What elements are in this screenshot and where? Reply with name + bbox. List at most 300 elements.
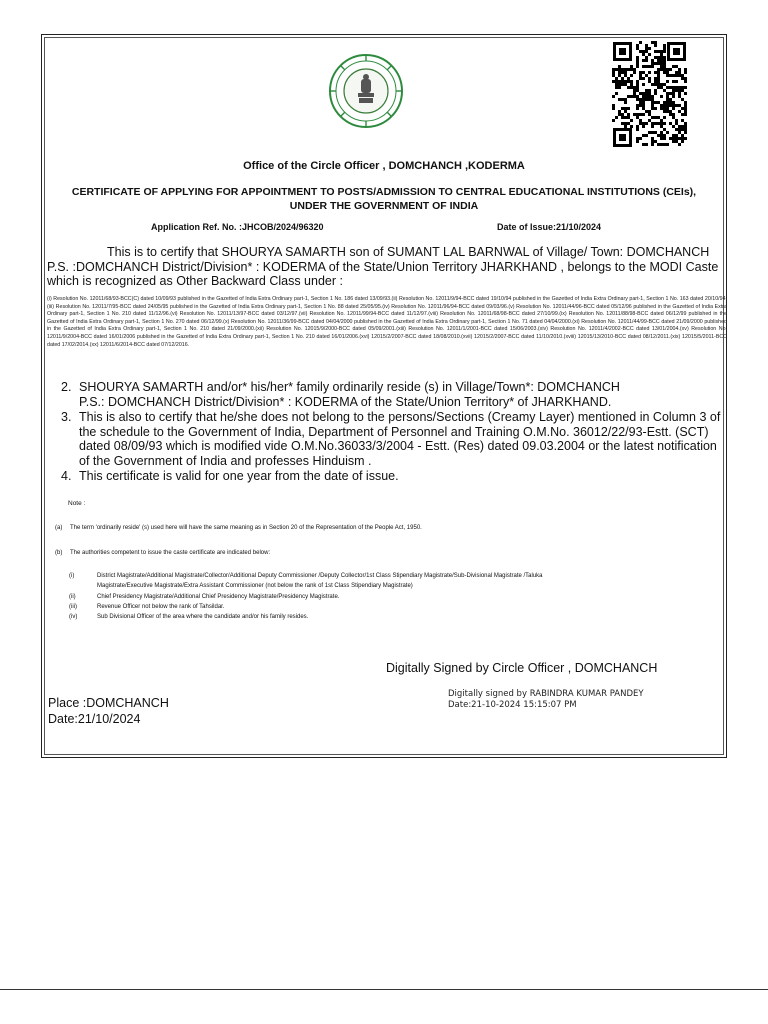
qr-module [657, 77, 660, 80]
qr-module [684, 86, 687, 89]
qr-module [678, 128, 681, 131]
qr-module [666, 71, 669, 74]
qr-module [681, 86, 684, 89]
qr-module [684, 104, 687, 107]
qr-module [678, 68, 681, 71]
qr-module [666, 110, 669, 113]
qr-module [654, 62, 657, 65]
qr-module [630, 74, 633, 77]
qr-module [630, 68, 633, 71]
qr-module [645, 74, 648, 77]
qr-module [681, 98, 684, 101]
qr-module [627, 86, 630, 89]
qr-module [663, 104, 666, 107]
qr-module [684, 77, 687, 80]
qr-module [639, 50, 642, 53]
qr-module [621, 122, 624, 125]
qr-module [642, 101, 645, 104]
qr-module [636, 44, 639, 47]
qr-module [636, 104, 639, 107]
qr-module [630, 83, 633, 86]
qr-module [657, 74, 660, 77]
qr-module [648, 65, 651, 68]
qr-module [624, 80, 627, 83]
qr-module [678, 104, 681, 107]
qr-module [639, 101, 642, 104]
qr-module [648, 47, 651, 50]
qr-module [654, 83, 657, 86]
qr-module [624, 71, 627, 74]
qr-module [657, 80, 660, 83]
qr-module [669, 98, 672, 101]
qr-module [651, 107, 654, 110]
clause-item [47, 380, 727, 409]
qr-module [660, 107, 663, 110]
note-b-label: (b) [55, 550, 63, 556]
qr-module [657, 50, 660, 53]
qr-module [654, 80, 657, 83]
qr-module [660, 50, 663, 53]
qr-module [660, 119, 663, 122]
qr-module [672, 80, 675, 83]
qr-module [636, 86, 639, 89]
qr-module [669, 74, 672, 77]
qr-module [627, 107, 630, 110]
qr-module [615, 116, 618, 119]
qr-module [627, 68, 630, 71]
qr-module [675, 89, 678, 92]
qr-module [636, 137, 639, 140]
qr-module [675, 104, 678, 107]
note-label: Note : [68, 500, 86, 507]
qr-module [672, 101, 675, 104]
qr-module [612, 80, 615, 83]
qr-module [663, 59, 666, 62]
qr-module [654, 101, 657, 104]
qr-module [624, 74, 627, 77]
qr-module [669, 104, 672, 107]
qr-module [627, 122, 630, 125]
qr-module [681, 140, 684, 143]
authority-text: Sub Divisional Officer of the area where the candidate and/or his family resides. [97, 614, 309, 620]
authority-number: (i) [69, 573, 75, 579]
qr-module [666, 131, 669, 134]
qr-module [654, 41, 657, 44]
qr-module [660, 59, 663, 62]
qr-module [642, 92, 645, 95]
qr-module [672, 116, 675, 119]
qr-module [636, 62, 639, 65]
qr-module [675, 80, 678, 83]
certificate-title-line1: CERTIFICATE OF APPLYING FOR APPOINTMENT TO POSTS/ADMISSION TO CENTRAL EDUCATIONAL INSTITUTIONS (CEIs), [71, 186, 697, 198]
qr-module [654, 116, 657, 119]
qr-module [657, 134, 660, 137]
qr-module [642, 65, 645, 68]
qr-module [654, 122, 657, 125]
qr-module [672, 92, 675, 95]
qr-module [666, 101, 669, 104]
qr-module [660, 62, 663, 65]
qr-module [651, 59, 654, 62]
qr-module [615, 86, 618, 89]
qr-module [645, 95, 648, 98]
qr-module [681, 74, 684, 77]
qr-module [651, 143, 654, 146]
qr-module [624, 122, 627, 125]
qr-module [624, 98, 627, 101]
authority-text: Magistrate/Executive Magistrate/Extra Assistant Commissioner (not below the rank of 1st Class Stipendiary Magistrate) [97, 583, 413, 589]
qr-module [678, 89, 681, 92]
qr-module [618, 113, 621, 116]
note-b [55, 550, 271, 556]
qr-module [681, 77, 684, 80]
jharkhand-government-emblem [328, 53, 404, 129]
qr-module [684, 107, 687, 110]
qr-module [618, 80, 621, 83]
qr-module [621, 77, 624, 80]
qr-module [660, 134, 663, 137]
qr-module [633, 92, 636, 95]
qr-module [642, 71, 645, 74]
digital-signature-name: Digitally signed by RABINDRA KUMAR PANDEY [448, 689, 644, 699]
qr-module [645, 143, 648, 146]
qr-module [654, 131, 657, 134]
clause-item [47, 469, 727, 484]
qr-module [666, 92, 669, 95]
qr-module [660, 131, 663, 134]
qr-module [660, 83, 663, 86]
qr-module [621, 68, 624, 71]
authority-text: Revenue Officer not below the rank of Tahsildar. [97, 604, 225, 610]
qr-module [618, 98, 621, 101]
application-ref: Application Ref. No. :JHCOB/2024/96320 [151, 222, 324, 232]
qr-module [612, 74, 615, 77]
qr-module [681, 128, 684, 131]
qr-module [651, 125, 654, 128]
qr-module [657, 56, 660, 59]
qr-module [636, 47, 639, 50]
qr-module [624, 107, 627, 110]
qr-module [666, 80, 669, 83]
qr-module [627, 113, 630, 116]
clause-item [47, 410, 727, 468]
qr-module [678, 71, 681, 74]
qr-module [642, 77, 645, 80]
date: Date:21/10/2024 [48, 712, 141, 726]
qr-module [642, 107, 645, 110]
qr-module [618, 110, 621, 113]
qr-module [615, 77, 618, 80]
qr-module [633, 89, 636, 92]
qr-module [651, 95, 654, 98]
qr-module [666, 143, 669, 146]
qr-module [663, 47, 666, 50]
qr-module [678, 92, 681, 95]
qr-module [684, 131, 687, 134]
qr-module [663, 134, 666, 137]
qr-module [684, 122, 687, 125]
qr-module [663, 101, 666, 104]
qr-module [630, 119, 633, 122]
qr-module [639, 74, 642, 77]
qr-module [648, 77, 651, 80]
qr-module [618, 74, 621, 77]
qr-module [678, 125, 681, 128]
qr-module [612, 95, 615, 98]
qr-module [636, 116, 639, 119]
qr-module [627, 77, 630, 80]
qr-module [639, 119, 642, 122]
qr-module [672, 134, 675, 137]
qr-module [639, 98, 642, 101]
qr-module [621, 116, 624, 119]
qr-module [660, 53, 663, 56]
qr-module [648, 92, 651, 95]
qr-module [618, 71, 621, 74]
qr-module [618, 86, 621, 89]
qr-module [663, 128, 666, 131]
qr-module [663, 65, 666, 68]
qr-module [675, 74, 678, 77]
qr-module [657, 62, 660, 65]
qr-module [648, 119, 651, 122]
qr-module [639, 41, 642, 44]
qr-module [654, 92, 657, 95]
qr-module [654, 50, 657, 53]
qr-module [654, 77, 657, 80]
qr-module [645, 122, 648, 125]
qr-module [660, 68, 663, 71]
qr-module [684, 128, 687, 131]
qr-module [663, 89, 666, 92]
qr-module [672, 74, 675, 77]
qr-module [663, 44, 666, 47]
qr-module [684, 71, 687, 74]
qr-module [666, 95, 669, 98]
qr-module [621, 98, 624, 101]
qr-module [684, 137, 687, 140]
qr-module [672, 125, 675, 128]
qr-module [648, 95, 651, 98]
qr-module [624, 125, 627, 128]
qr-module [684, 125, 687, 128]
qr-module [636, 128, 639, 131]
qr-module [669, 137, 672, 140]
qr-module [636, 107, 639, 110]
qr-module [678, 86, 681, 89]
qr-module [639, 104, 642, 107]
qr-module [636, 83, 639, 86]
certification-paragraph: This is to certify that SHOURYA SAMARTH son of SUMANT LAL BARNWAL of Village/ Town: DOMCHANCH P.S. :DOMCHANCH District/Division* : KODERMA of the State/Union Territory JHARKHAND , belongs to the MODI Caste which is recognized as Other Backward Class under : [47, 245, 719, 288]
place-and-date [48, 695, 169, 727]
resolutions-list: (i) Resolution No. 12011/68/93-BCC(C) dated 10/09/93 published in the Gazetted of India Extra Ordinary part-1, Section 1 No. 186 dated 13/09/93.(ii) Resolution No. 12011/9/94-BCC dated 19/10/94 published in the Gazetted of India Extra Ordinary part-1, Section 1 No. 163 dated 20/10/94.(iii) Resolution No. 12011/7/95-BCC dated 24/05/95 published in the Gazetted of India Extra Ordinary part-1, Section 1 No. 88 dated 25/05/95.(iv) Resolution No. 12011/96/94-BCC dated 09/03/96.(v) Resolution No. 12011/44/96-BCC dated 05/12/96 published in the Gazetted of India Extra Ordinary part-1, Section 1 No. 210 dated 11/12/96.(vi) Resolution No. 12011/13/97-BCC dated 03/12/97.(vii) Resolution No. 12011/99/94-BCC dated 11/12/97.(viii) Resolution No. 12011/68/98-BCC dated 27/10/99.(ix) Resolution No. 12011/88/98-BCC dated 06/12/99 published in the Gazetted of India Extra Ordinary part-1, Section 1 No. 270 dated 06/12/99.(x) Resolution No. 12011/36/99-BCC dated 04/04/2000 published in the Gazetted of India Extra Ordinary part-1, Section 1 No. 71 dated 04/04/2000.(xi) Resolution No. 12011/44/99-BCC dated 21/09/2000 published in the Gazetted of India Extra Ordinary part-1, Section 1 No. 210 dated 21/09/2000.(xii) Resolution No. 12015/9/2000-BCC dated 05/09/2001.(xiii) Resolution No. 12011/1/2001-BCC dated 15/06/2003.(xiv) Resolution No. 12011/4/2002-BCC dated 13/01/2004.(xv) Resolution No. 12011/9/2004-BCC dated 16/01/2006 published in the Gazetted of India Extra Ordinary part-1, Section 1 No. 210 dated 16/01/2006.(xvi) 12015/2/2007-BCC dated 18/08/2010.(xvii) 12015/2/2007-BCC dated 11/10/2010.(xviii) 12015/13/2010-BCC dated 08/12/2011.(xix) 12015/5/2011-BCC dated 17/02/2014.(xx) 12011/6/2014-BCC dated 07/12/2016. [47, 296, 727, 348]
digital-signature-date: Date:21-10-2024 15:15:07 PM [448, 700, 577, 710]
qr-module [651, 104, 654, 107]
office-heading: Office of the Circle Officer , DOMCHANCH ,KODERMA [243, 160, 525, 172]
qr-module [636, 113, 639, 116]
qr-module [669, 68, 672, 71]
qr-module [645, 92, 648, 95]
qr-module [672, 107, 675, 110]
qr-module [657, 71, 660, 74]
qr-module [681, 137, 684, 140]
certificate-title-line2: UNDER THE GOVERNMENT OF INDIA [289, 200, 479, 212]
qr-module [660, 143, 663, 146]
clause-number: 2. [61, 380, 72, 394]
qr-module [642, 143, 645, 146]
qr-module [678, 74, 681, 77]
clause-number: 3. [61, 410, 72, 424]
qr-module [642, 59, 645, 62]
qr-code [612, 41, 687, 148]
qr-module [666, 74, 669, 77]
qr-module [681, 119, 684, 122]
qr-module [648, 98, 651, 101]
qr-module [672, 89, 675, 92]
qr-module [678, 95, 681, 98]
page-bottom-divider [0, 989, 768, 990]
qr-module [633, 113, 636, 116]
qr-module [633, 95, 636, 98]
qr-module [642, 95, 645, 98]
qr-module [657, 122, 660, 125]
qr-module [660, 137, 663, 140]
qr-module [630, 95, 633, 98]
qr-module [648, 80, 651, 83]
qr-module [657, 101, 660, 104]
certificate-title [60, 185, 708, 213]
qr-module [636, 59, 639, 62]
qr-module [645, 56, 648, 59]
qr-module [645, 65, 648, 68]
qr-module [684, 101, 687, 104]
qr-module [669, 122, 672, 125]
qr-module [675, 137, 678, 140]
qr-module [654, 140, 657, 143]
qr-module [672, 137, 675, 140]
qr-module [651, 98, 654, 101]
clause-text: This is also to certify that he/she does not belong to the persons/Sections (Creamy Layer) mentioned in Column 3 of the schedule to the Government of India, Department of Personnel and Training O.M.No. 36012/22/93-Estt. (SCT) dated 08/09/93 which is modified vide O.M.No.36033/3/2004 - Estt. (Res) dated 09.03.2004 or the latest notification of the Government of India and professes Hinduism . [79, 410, 721, 468]
qr-module [651, 140, 654, 143]
qr-module [675, 119, 678, 122]
qr-module [633, 86, 636, 89]
qr-module [675, 122, 678, 125]
qr-module [645, 59, 648, 62]
qr-module [639, 71, 642, 74]
authority-text: Chief Presidency Magistrate/Additional Chief Presidency Magistrate/Presidency Magistrate. [97, 594, 340, 600]
qr-module [651, 41, 654, 44]
qr-module [672, 113, 675, 116]
qr-module [663, 62, 666, 65]
qr-module [669, 101, 672, 104]
qr-module [618, 83, 621, 86]
qr-module [675, 134, 678, 137]
qr-module [651, 62, 654, 65]
qr-module [657, 86, 660, 89]
qr-module [651, 131, 654, 134]
qr-module [675, 71, 678, 74]
qr-module [660, 95, 663, 98]
qr-module [684, 68, 687, 71]
qr-module [657, 68, 660, 71]
qr-module [651, 137, 654, 140]
qr-module [663, 83, 666, 86]
qr-module [612, 68, 615, 71]
qr-module [666, 68, 669, 71]
qr-module [621, 80, 624, 83]
qr-module [636, 65, 639, 68]
qr-module [663, 107, 666, 110]
qr-module [627, 116, 630, 119]
qr-module [654, 44, 657, 47]
qr-module [630, 125, 633, 128]
qr-module [657, 83, 660, 86]
qr-module [633, 68, 636, 71]
qr-module [651, 83, 654, 86]
qr-module [648, 89, 651, 92]
qr-module [663, 50, 666, 53]
qr-module [651, 116, 654, 119]
qr-module [636, 98, 639, 101]
qr-module [681, 113, 684, 116]
qr-module [642, 53, 645, 56]
qr-module [675, 86, 678, 89]
qr-module [621, 107, 624, 110]
qr-module [678, 131, 681, 134]
qr-module [651, 101, 654, 104]
qr-module [627, 80, 630, 83]
qr-module [654, 71, 657, 74]
qr-module [666, 104, 669, 107]
note-a-text: The term 'ordinarily reside' (s) used here will have the same meaning as in Section 20 of the Representation of the People Act, 1950. [70, 525, 422, 531]
qr-module [675, 65, 678, 68]
qr-module [639, 92, 642, 95]
qr-module [684, 80, 687, 83]
digital-signature-stamp [448, 689, 644, 711]
qr-module [636, 140, 639, 143]
qr-module [657, 59, 660, 62]
authority-number: (iv) [69, 614, 78, 620]
qr-module [645, 50, 648, 53]
qr-module [615, 83, 618, 86]
qr-module [624, 110, 627, 113]
qr-module [645, 47, 648, 50]
qr-module [669, 92, 672, 95]
qr-module [678, 110, 681, 113]
qr-module [624, 101, 627, 104]
qr-module [645, 44, 648, 47]
qr-module [633, 71, 636, 74]
note-a-label: (a) [55, 525, 63, 531]
qr-module [675, 140, 678, 143]
authority-number: (iii) [69, 604, 77, 610]
authority-text: District Magistrate/Additional Magistrate/Collector/Additional Deputy Commissioner /Deputy Collector/1st Class Stipendiary Magistrate/Sub-Divisional Magistrate /Taluka [97, 573, 543, 579]
qr-module [660, 65, 663, 68]
qr-module [642, 83, 645, 86]
qr-module [642, 50, 645, 53]
qr-module [618, 68, 621, 71]
qr-module [669, 86, 672, 89]
note-a [55, 525, 422, 531]
qr-module [660, 104, 663, 107]
authority-number: (ii) [69, 594, 76, 600]
qr-module [660, 125, 663, 128]
qr-module [636, 80, 639, 83]
qr-module [642, 134, 645, 137]
qr-module [621, 71, 624, 74]
note-b-text: The authorities competent to issue the caste certificate are indicated below: [70, 550, 271, 556]
qr-module [648, 71, 651, 74]
